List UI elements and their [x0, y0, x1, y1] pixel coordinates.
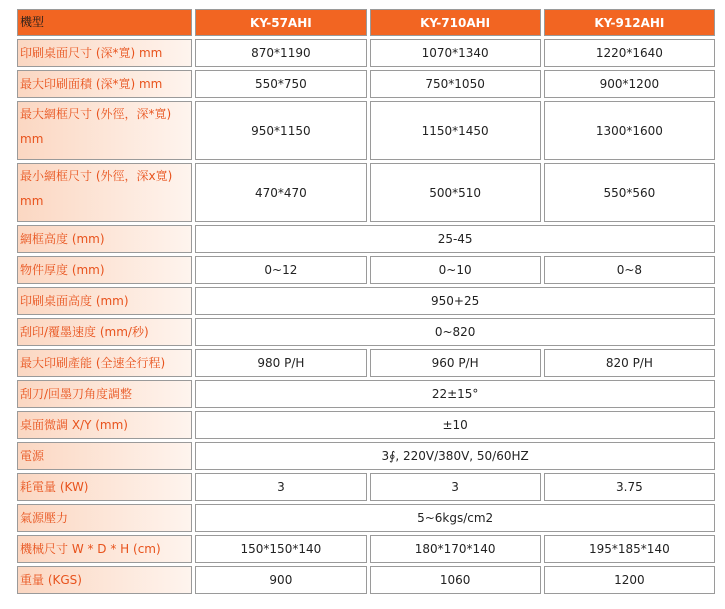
row-label: 氣源壓力 — [17, 504, 192, 532]
table-row — [17, 504, 715, 532]
table-cell: 0~8 — [544, 256, 715, 284]
row-label: 物件厚度 (mm) — [17, 256, 192, 284]
table-cell: 25-45 — [195, 225, 715, 253]
table-cell: 750*1050 — [370, 70, 541, 98]
table-cell: 1200 — [544, 566, 715, 594]
table-cell: 195*185*140 — [544, 535, 715, 563]
table-cell: 550*750 — [195, 70, 366, 98]
header-row — [17, 9, 715, 36]
table-cell: 900*1200 — [544, 70, 715, 98]
table-cell: 0~10 — [370, 256, 541, 284]
model-header: KY-912AHI — [544, 9, 715, 36]
table-cell: 960 P/H — [370, 349, 541, 377]
table-cell: 1150*1450 — [370, 101, 541, 160]
table-row — [17, 380, 715, 408]
table-cell: 3∮, 220V/380V, 50/60HZ — [195, 442, 715, 470]
header-label: 機型 — [17, 9, 192, 36]
table-row — [17, 39, 715, 67]
table-row — [17, 287, 715, 315]
table-cell: 1300*1600 — [544, 101, 715, 160]
table-row — [17, 256, 715, 284]
row-label: 重量 (KGS) — [17, 566, 192, 594]
table-cell: 0~12 — [195, 256, 366, 284]
table-cell: 900 — [195, 566, 366, 594]
table-cell: 0~820 — [195, 318, 715, 346]
table-row — [17, 70, 715, 98]
table-cell: 3 — [370, 473, 541, 501]
row-label: 最小網框尺寸 (外徑，深x寬) mm — [17, 163, 192, 222]
table-cell: 3 — [195, 473, 366, 501]
table-cell: ±10 — [195, 411, 715, 439]
row-label: 電源 — [17, 442, 192, 470]
table-row — [17, 225, 715, 253]
table-cell: 1060 — [370, 566, 541, 594]
table-cell: 3.75 — [544, 473, 715, 501]
table-cell: 5~6kgs/cm2 — [195, 504, 715, 532]
table-row — [17, 349, 715, 377]
table-row — [17, 163, 715, 222]
table-cell: 500*510 — [370, 163, 541, 222]
table-row — [17, 101, 715, 160]
table-row — [17, 566, 715, 594]
row-label: 印刷桌面高度 (mm) — [17, 287, 192, 315]
model-header: KY-57AHI — [195, 9, 366, 36]
table-row — [17, 411, 715, 439]
table-row — [17, 318, 715, 346]
table-cell: 820 P/H — [544, 349, 715, 377]
table-cell: 870*1190 — [195, 39, 366, 67]
row-label: 機械尺寸 W * D * H (cm) — [17, 535, 192, 563]
table-cell: 1220*1640 — [544, 39, 715, 67]
table-cell: 180*170*140 — [370, 535, 541, 563]
table-cell: 950*1150 — [195, 101, 366, 160]
row-label: 耗電量 (KW) — [17, 473, 192, 501]
table-row — [17, 535, 715, 563]
table-cell: 550*560 — [544, 163, 715, 222]
table-row — [17, 473, 715, 501]
table-cell: 150*150*140 — [195, 535, 366, 563]
row-label: 刮刀/回墨刀角度調整 — [17, 380, 192, 408]
row-label: 最大網框尺寸 (外徑，深*寬) mm — [17, 101, 192, 160]
table-cell: 22±15° — [195, 380, 715, 408]
row-label: 桌面微調 X/Y (mm) — [17, 411, 192, 439]
table-cell: 950+25 — [195, 287, 715, 315]
row-label: 印刷桌面尺寸 (深*寬) mm — [17, 39, 192, 67]
table-row — [17, 442, 715, 470]
model-header: KY-710AHI — [370, 9, 541, 36]
row-label: 最大印刷產能 (全速全行程) — [17, 349, 192, 377]
spec-table — [14, 6, 718, 597]
row-label: 網框高度 (mm) — [17, 225, 192, 253]
table-cell: 980 P/H — [195, 349, 366, 377]
row-label: 刮印/覆墨速度 (mm/秒) — [17, 318, 192, 346]
table-cell: 470*470 — [195, 163, 366, 222]
row-label: 最大印刷面積 (深*寬) mm — [17, 70, 192, 98]
table-cell: 1070*1340 — [370, 39, 541, 67]
